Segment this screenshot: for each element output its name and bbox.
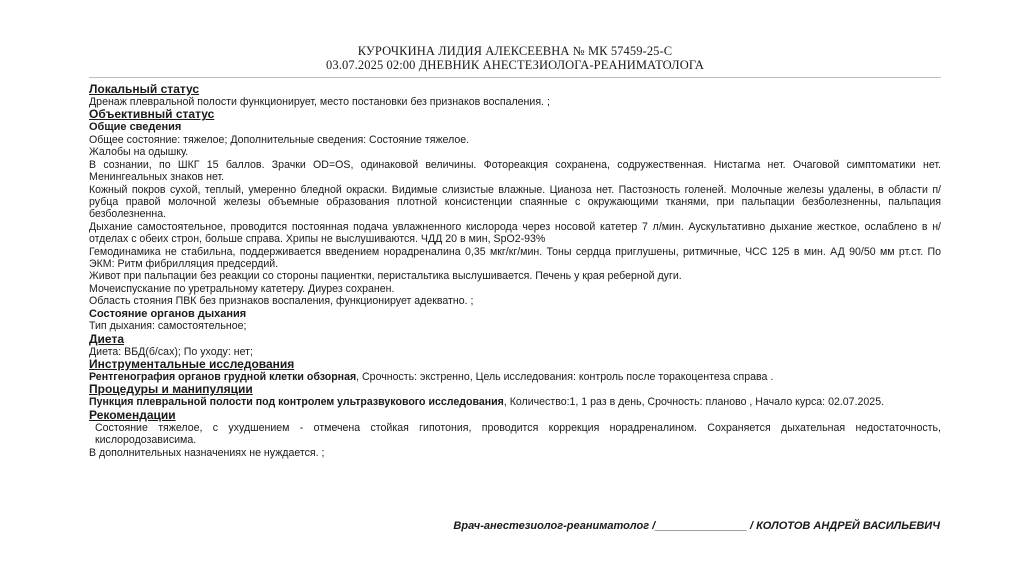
section-title-local-status: Локальный статус <box>89 82 200 96</box>
respiratory-text: Тип дыхания: самостоятельное; <box>89 320 247 333</box>
document-body <box>89 83 941 459</box>
section-title-instrumental: Инструментальные исследования <box>89 356 295 371</box>
instrumental-name: Рентгенография органов грудной клетки обзорная <box>89 370 357 383</box>
objective-paragraph: Дыхание самостоятельное, проводится постоянная подача увлажненного кислорода через носовой катетер 7 л/мин. Аускультативно дыхание жесткое, ослаблено в н/отделах с обеих строн, больше справа. Хрипы не выслушиваются. ЧДД 20 в мин, SpO2-93% <box>89 220 941 246</box>
header-divider <box>89 77 941 78</box>
procedure-details: , Количество:1, 1 раз в день, Срочность: планово , Начало курса: 02.07.2025. <box>503 396 885 409</box>
objective-paragraph: В сознании, по ШКГ 15 баллов. Зрачки OD=OS, одинаковой величины. Фотореакция сохранена, содружественная. Нистагма нет. Очаговой симптоматики нет. Менингеальных знаков нет. <box>89 158 941 184</box>
procedure-item <box>89 396 941 408</box>
objective-paragraph: Общее состояние: тяжелое; Дополнительные сведения: Состояние тяжелое. <box>89 133 470 146</box>
objective-paragraph: Кожный покров сухой, теплый, умеренно бледной окраски. Видимые слизистые влажные. Цианоза нет. Пастозность голеней. Молочные железы удалены, в области п/ рубца правой молочной железы объемные образования плотной консистенции спаянные с окружающими тканями, при пальпации безболезненны, пальпация безболезненна. <box>89 183 941 221</box>
recommendation-text: В дополнительных назначениях не нуждается. ; <box>89 446 325 459</box>
section-title-diet: Диета <box>89 331 124 346</box>
instrumental-details: , Срочность: экстренно, Цель исследования: контроль после торакоцентеза справа . <box>356 370 774 383</box>
objective-paragraph: Мочеиспускание по уретральному катетеру. Диурез сохранен. <box>89 282 395 295</box>
objective-paragraph: Гемодинамика не стабильна, поддерживается введением норадреналина 0,35 мкг/кг/мин. Тоны сердца приглушены, ритмичные, ЧСС 125 в мин. АД 90/50 мм рт.ст. По ЭКМ: Ритм фибрилляция предсердий. <box>89 245 941 270</box>
subsection-title-respiratory: Состояние органов дыхания <box>89 307 247 320</box>
section-title-objective-status: Объективный статус <box>89 107 215 122</box>
objective-paragraph: Область стояния ПВК без признаков воспаления, функционирует адекватно. ; <box>89 295 474 308</box>
objective-paragraph: Живот при пальпации без реакции со стороны пациентки, перистальтика выслушивается. Печень у края реберной дуги. <box>89 270 682 283</box>
section-title-recommendations: Рекомендации <box>89 407 176 422</box>
local-status-text: Дренаж плевральной полости функционирует, место постановки без признаков воспаления. ; <box>89 96 550 108</box>
subsection-title-general: Общие сведения <box>89 121 182 134</box>
recommendation-text: Состояние тяжелое, с ухудшением - отмечена стойкая гипотония, проводится коррекция норадреналином. Сохраняется дыхательная недостаточность, кислородозависима. <box>95 421 941 447</box>
document-sheet <box>89 44 941 459</box>
diary-title: 03.07.2025 02:00 ДНЕВНИК АНЕСТЕЗИОЛОГА-РЕАНИМАТОЛОГА <box>326 58 704 72</box>
section-title-procedures: Процедуры и манипуляции <box>89 382 253 397</box>
procedure-name: Пункция плевральной полости под контролем ультразвукового исследования <box>89 396 504 409</box>
document-header <box>89 44 941 72</box>
objective-paragraph: Жалобы на одышку. <box>89 146 189 159</box>
diet-text: Диета: ВБД(б/сах); По уходу: нет; <box>89 345 253 358</box>
doctor-signature-line: Врач-анестезиолог-реаниматолог /_______________ / КОЛОТОВ АНДРЕЙ ВАСИЛЬЕВИЧ <box>453 520 940 532</box>
patient-title: КУРОЧКИНА ЛИДИЯ АЛЕКСЕЕВНА № МК 57459-25-С <box>357 44 673 58</box>
